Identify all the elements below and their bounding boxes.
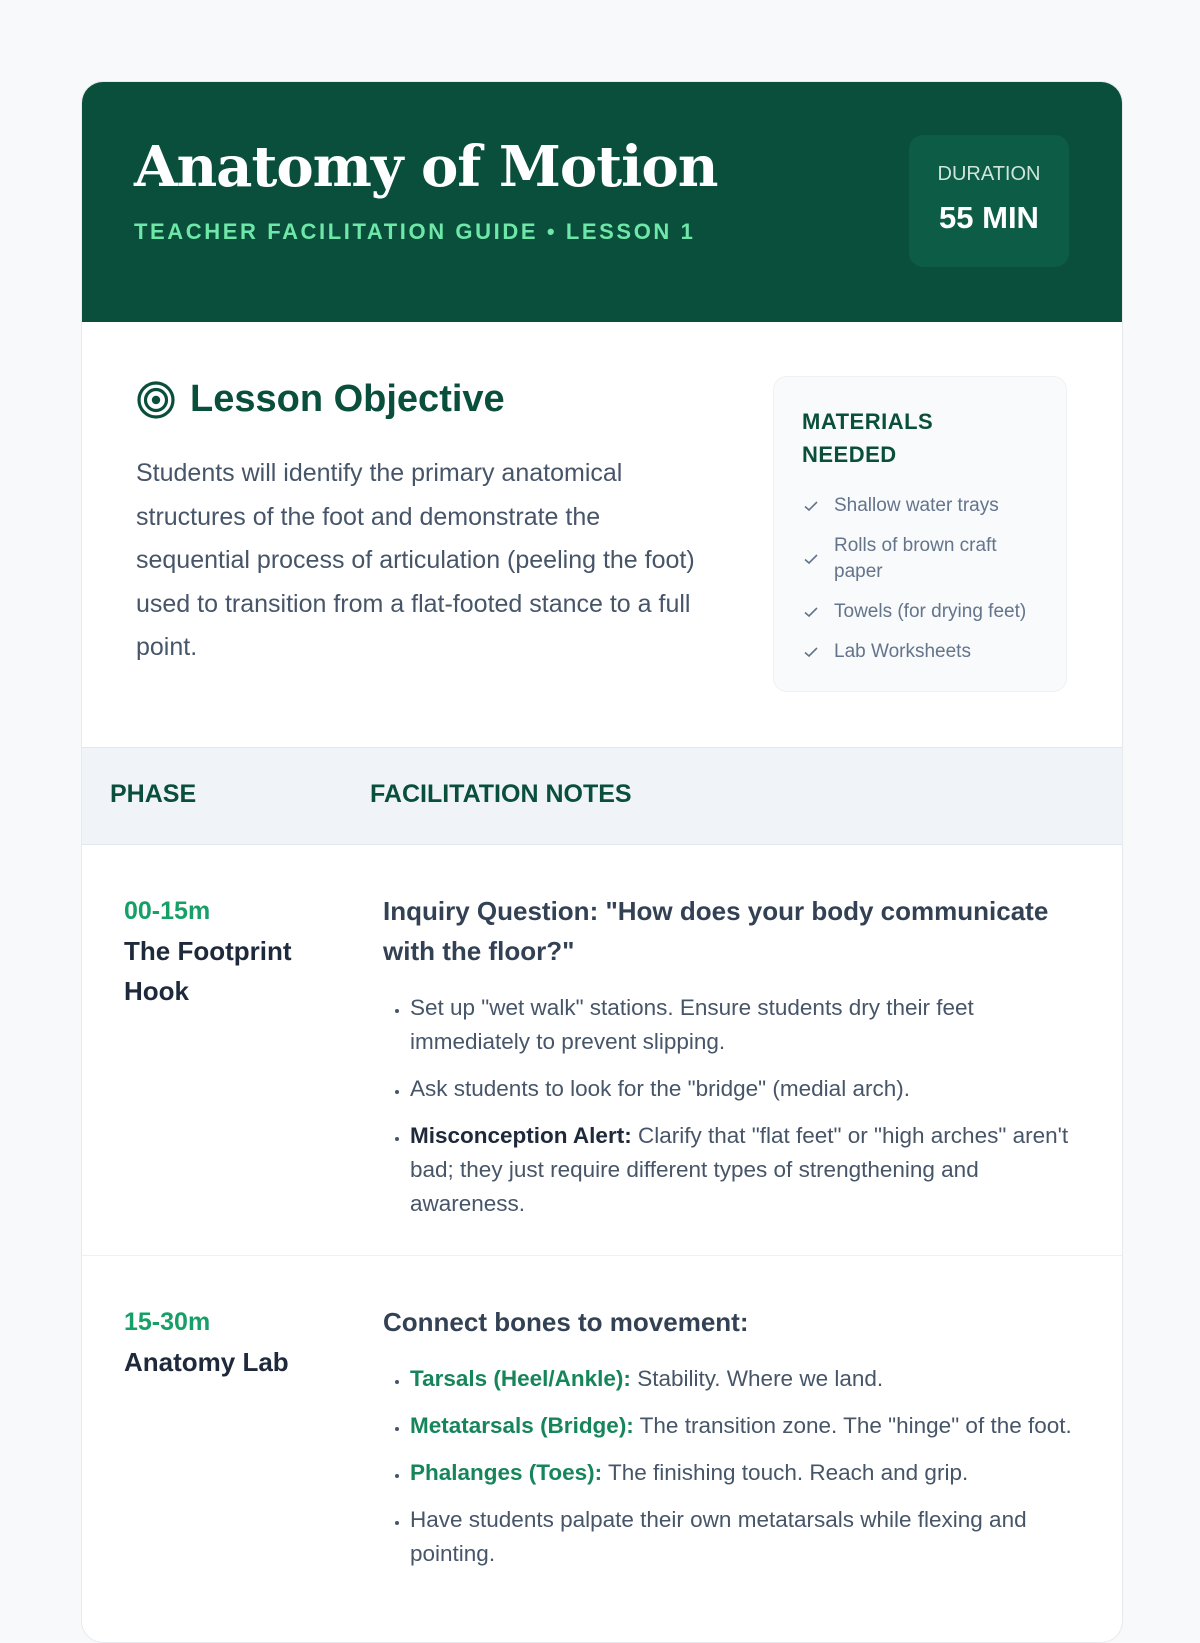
column-header-notes: FACILITATION NOTES bbox=[370, 780, 632, 808]
objective-header bbox=[136, 378, 505, 421]
materials-list bbox=[802, 493, 1038, 665]
phase-cell bbox=[124, 891, 324, 1011]
materials-item bbox=[802, 639, 1038, 665]
materials-item bbox=[802, 493, 1038, 519]
column-header-phase: PHASE bbox=[110, 780, 197, 808]
phase-name: Anatomy Lab bbox=[124, 1347, 289, 1377]
notes-item-text: Clarify that "flat feet" or "high arches" aren't bad; they just require different types of strengthening and awareness. bbox=[410, 1123, 1069, 1216]
notes-item bbox=[410, 1072, 1073, 1106]
lesson-subtitle: TEACHER FACILITATION GUIDE • LESSON 1 bbox=[134, 219, 696, 244]
lesson-card bbox=[81, 81, 1123, 1643]
phase-time: 00-15m bbox=[124, 897, 211, 925]
materials-item-label: Towels (for drying feet) bbox=[834, 601, 1027, 622]
check-icon bbox=[802, 550, 820, 568]
notes-question: Connect bones to movement: bbox=[383, 1307, 749, 1337]
table-row bbox=[82, 845, 1122, 1256]
notes-item bbox=[410, 991, 1073, 1059]
notes-item-lead: Tarsals (Heel/Ankle): bbox=[410, 1366, 631, 1391]
notes-item-lead: Misconception Alert: bbox=[410, 1123, 632, 1148]
phase-name: The Footprint Hook bbox=[124, 936, 292, 1006]
notes-item-lead: Phalanges (Toes): bbox=[410, 1460, 603, 1485]
check-icon bbox=[802, 603, 820, 621]
materials-item-label: Shallow water trays bbox=[834, 495, 999, 516]
check-icon bbox=[802, 643, 820, 661]
notes-question: Inquiry Question: "How does your body communicate with the floor?" bbox=[383, 896, 1049, 966]
target-icon bbox=[136, 380, 176, 420]
notes-item-text: Set up "wet walk" stations. Ensure students dry their feet immediately to prevent slipping. bbox=[410, 995, 974, 1054]
notes-item bbox=[410, 1456, 1073, 1490]
materials-item bbox=[802, 599, 1038, 625]
notes-item-text: The transition zone. The "hinge" of the foot. bbox=[639, 1413, 1072, 1438]
notes-item-text: Ask students to look for the "bridge" (medial arch). bbox=[410, 1076, 910, 1101]
notes-item bbox=[410, 1503, 1073, 1571]
phase-cell bbox=[124, 1302, 324, 1382]
duration-value: 55 MIN bbox=[939, 200, 1039, 235]
table-header bbox=[82, 747, 1122, 845]
notes-cell bbox=[383, 891, 1073, 1234]
notes-cell bbox=[383, 1302, 1073, 1584]
objective-text: Students will identify the primary anatomical structures of the foot and demonstrate the sequential process of articulation (peeling the foot) used to transition from a flat-footed stance to a full point. bbox=[136, 459, 695, 661]
notes-item-text: Have students palpate their own metatarsals while flexing and pointing. bbox=[410, 1507, 1027, 1566]
materials-panel bbox=[773, 376, 1067, 692]
notes-list bbox=[383, 991, 1073, 1221]
objective-section bbox=[82, 322, 1122, 747]
phase-time: 15-30m bbox=[124, 1308, 211, 1336]
check-icon bbox=[802, 497, 820, 515]
notes-item bbox=[410, 1409, 1073, 1443]
table-row bbox=[82, 1256, 1122, 1643]
notes-item-text: The finishing touch. Reach and grip. bbox=[607, 1460, 969, 1485]
objective-heading: Lesson Objective bbox=[190, 378, 505, 420]
notes-item-text: Stability. Where we land. bbox=[637, 1366, 884, 1391]
duration-badge bbox=[909, 135, 1069, 267]
duration-label: DURATION bbox=[937, 163, 1041, 185]
materials-item bbox=[802, 533, 1038, 585]
lesson-title: Anatomy of Motion bbox=[134, 134, 718, 200]
notes-item-lead: Metatarsals (Bridge): bbox=[410, 1413, 634, 1438]
lesson-header bbox=[82, 82, 1122, 322]
materials-item-label: Lab Worksheets bbox=[834, 641, 971, 662]
materials-heading: MATERIALS NEEDED bbox=[802, 409, 934, 467]
notes-list bbox=[383, 1362, 1073, 1571]
notes-item bbox=[410, 1362, 1073, 1396]
notes-item bbox=[410, 1119, 1073, 1221]
materials-item-label: Rolls of brown craft paper bbox=[834, 535, 997, 582]
